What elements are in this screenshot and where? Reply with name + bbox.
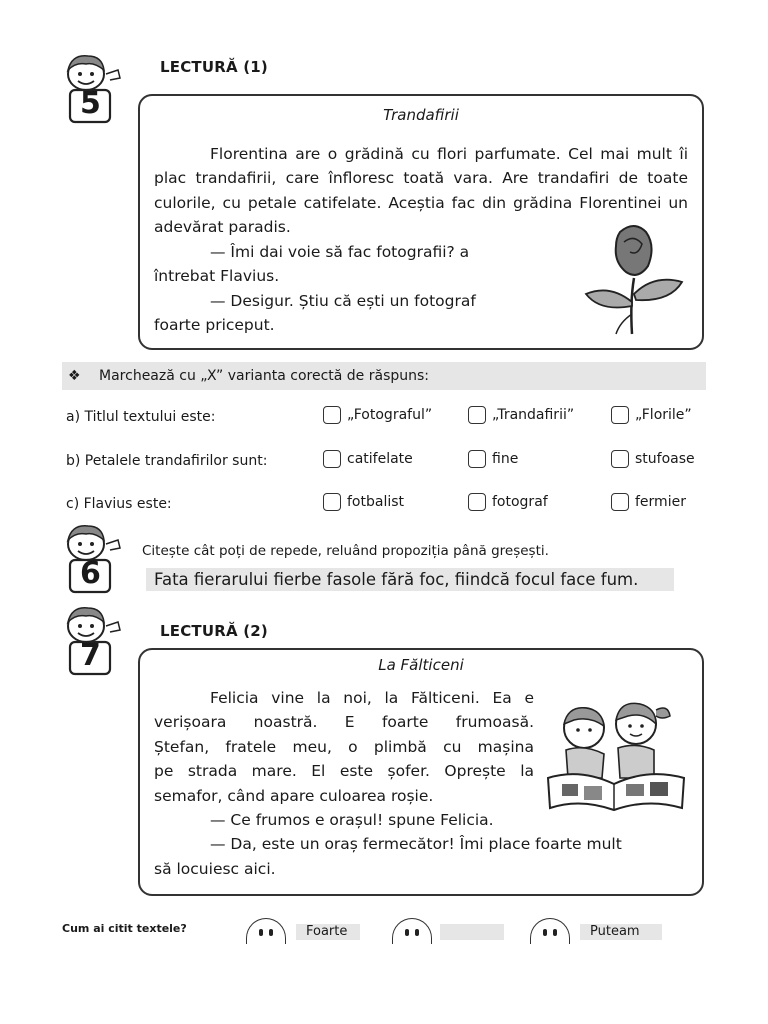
exercise-number: 7 <box>80 638 101 673</box>
story-title: La Fălticeni <box>378 656 464 674</box>
dialogue-line: — Ce frumos e orașul! spune Felicia. <box>210 811 494 829</box>
assessment-option[interactable]: Puteam <box>580 924 662 940</box>
answer-option[interactable]: catifelate <box>323 450 413 468</box>
checkbox[interactable] <box>611 493 629 511</box>
checkbox[interactable] <box>611 450 629 468</box>
exercise-number: 6 <box>80 556 101 591</box>
assessment-option[interactable] <box>440 924 504 940</box>
answer-option[interactable]: „Florile” <box>611 406 692 424</box>
checkbox[interactable] <box>323 450 341 468</box>
tongue-twister: Fata fierarului fierbe fasole fără foc, fiindcă focul face fum. <box>146 568 674 591</box>
story-line: verișoara noastră. E foarte frumoasă. <box>154 713 534 732</box>
face-icon <box>530 918 570 944</box>
checkbox[interactable] <box>468 406 486 424</box>
checkbox[interactable] <box>611 406 629 424</box>
dialogue-line: — Îmi dai voie să fac fotografii? a <box>210 243 470 261</box>
checkbox[interactable] <box>468 493 486 511</box>
answer-option[interactable]: „Trandafirii” <box>468 406 574 424</box>
answer-option[interactable]: fine <box>468 450 518 468</box>
question-label: c) Flavius este: <box>66 496 172 512</box>
question-label: a) Titlul textului este: <box>66 409 216 425</box>
answer-option[interactable]: fermier <box>611 493 686 511</box>
dialogue-line: întrebat Flavius. <box>154 267 280 286</box>
story-box <box>138 94 704 350</box>
diamond-bullet-icon: ❖ <box>68 368 81 384</box>
answer-option[interactable]: stufoase <box>611 450 695 468</box>
instruction-text: Citește cât poți de repede, reluând propoziția până greșești. <box>142 543 549 559</box>
dialogue-line: — Da, este un oraș fermecător! Îmi place foarte mult <box>210 835 622 854</box>
question-label: b) Petalele trandafirilor sunt: <box>66 453 268 469</box>
checkbox[interactable] <box>323 406 341 424</box>
answer-option[interactable]: fotograf <box>468 493 548 511</box>
exercise-number: 5 <box>80 86 101 121</box>
section-heading: LECTURĂ (1) <box>160 58 268 76</box>
dialogue-line: foarte priceput. <box>154 316 275 335</box>
story-line: semafor, când apare culoarea roșie. <box>154 786 434 805</box>
story-line: Felicia vine la noi, la Fălticeni. Ea e <box>210 689 534 707</box>
story-line: pe strada mare. El este șofer. Oprește la <box>154 762 534 781</box>
checkbox[interactable] <box>468 450 486 468</box>
face-icon <box>392 918 432 944</box>
dialogue-line: — Desigur. Știu că ești un fotograf <box>210 291 476 310</box>
children-reading-icon <box>544 698 688 814</box>
assessment-option[interactable]: Foarte <box>296 924 360 940</box>
answer-option[interactable]: fotbalist <box>323 493 404 511</box>
exercise-badge-7 <box>58 604 128 680</box>
answer-option[interactable]: „Fotograful” <box>323 406 432 424</box>
instruction-text: Marchează cu „X” varianta corectă de răspuns: <box>99 368 430 384</box>
checkbox[interactable] <box>323 493 341 511</box>
dialogue-line: să locuiesc aici. <box>154 859 276 878</box>
story-box <box>138 648 704 896</box>
self-assessment-question: Cum ai citit textele? <box>62 922 187 935</box>
dialogue <box>154 808 694 881</box>
instruction-bar <box>62 362 706 390</box>
story-title: Trandafirii <box>383 106 459 124</box>
exercise-badge-6 <box>58 522 128 598</box>
exercise-badge-5 <box>58 52 128 128</box>
face-icon <box>246 918 286 944</box>
story-text: Florentina are o grădină cu flori parfumate. Cel mai mult îi plac trandafirii, care înfloresc toată vara. Are trandafiri de toate culorile, cu petale catifelate. Aceștia fac din grădina Florentinei un adevărat paradis. <box>154 145 688 237</box>
dialogue <box>154 240 524 338</box>
section-heading: LECTURĂ (2) <box>160 622 268 640</box>
story-line: Ștefan, fratele meu, o plimbă cu mașina <box>154 737 534 756</box>
story-paragraph <box>154 686 534 808</box>
rose-icon <box>580 222 690 340</box>
